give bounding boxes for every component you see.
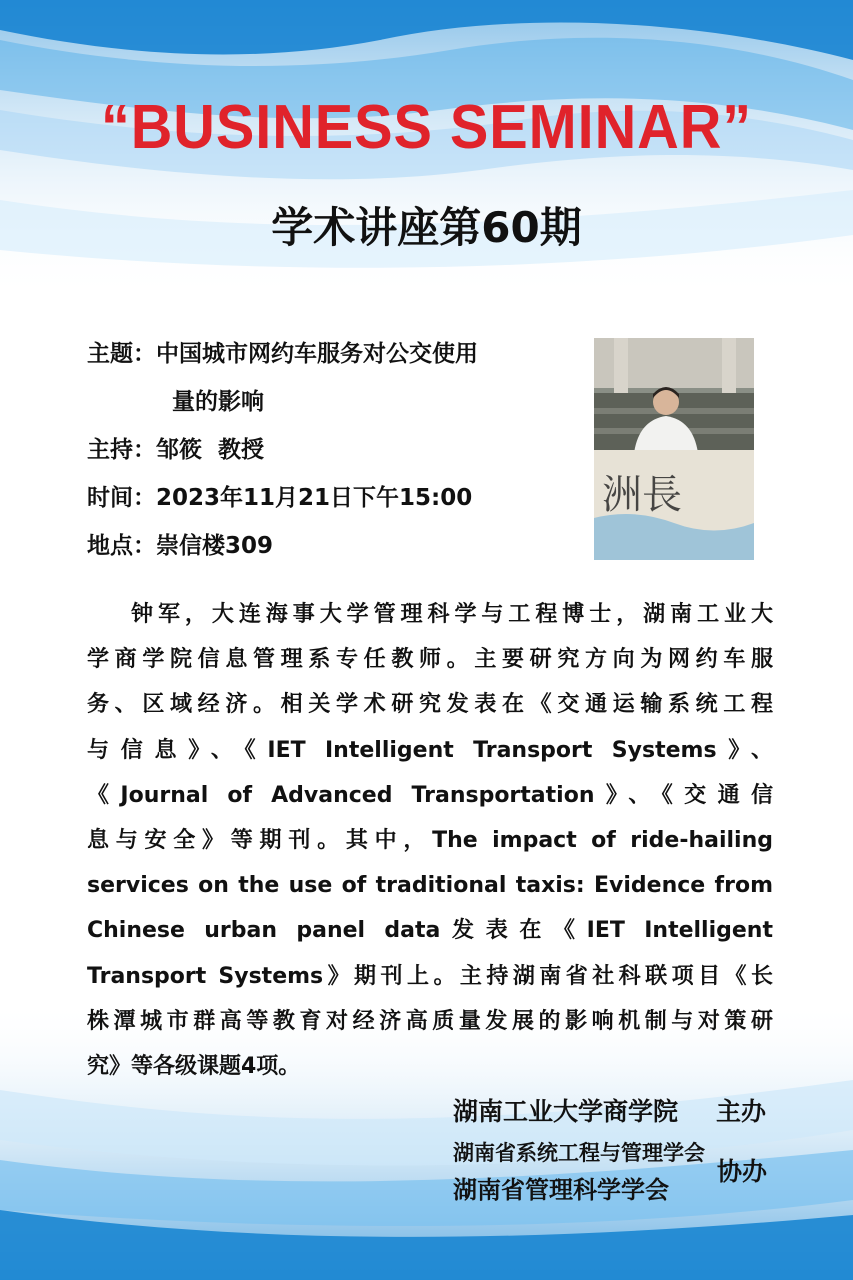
bio-line: 钟军，大连海事大学管理科学与工程博士，湖南工业大 [131, 602, 773, 627]
co-organizer-2: 湖南省管理科学学会 [453, 1175, 669, 1204]
topic-label: 主题： [87, 341, 156, 367]
bio-line: 务、区域经济。相关学术研究发表在《交通运输系统工程 [87, 692, 773, 718]
bio-line: 与信息》、《IET Intelligent Transport Systems》、 [87, 737, 773, 763]
seminar-info [87, 336, 577, 576]
bio-line: Chinese urban panel data发表在《IET Intelligent [87, 918, 773, 944]
speaker-bio [87, 592, 773, 1089]
host-role: 主办 [716, 1097, 767, 1126]
time-label: 时间： [87, 485, 156, 511]
time-value: 2023年11月21日下午15:00 [156, 485, 473, 511]
bio-line: Transport Systems》期刊上。主持湖南省社科联项目《长 [87, 963, 773, 989]
host-label: 主持： [87, 437, 156, 463]
time-row [87, 480, 577, 528]
host-value: 邹筱 教授 [156, 437, 265, 463]
bio-line: services on the use of traditional taxis: Evidence from [87, 873, 773, 899]
seminar-subtitle: 学术讲座第60期 [271, 203, 582, 252]
bio-line: 株潭城市群高等教育对经济高质量发展的影响机制与对策研 [87, 1008, 773, 1034]
speaker-photo [594, 338, 754, 560]
svg-text:洲長: 洲長 [602, 472, 682, 518]
bio-line: 学商学院信息管理系专任教师。主要研究方向为网约车服 [87, 647, 773, 673]
host-row [87, 432, 577, 480]
place-label: 地点： [87, 533, 156, 559]
host-org-name: 湖南工业大学商学院 [453, 1097, 679, 1126]
place-row [87, 528, 577, 576]
topic-value-line1: 中国城市网约车服务对公交使用 [156, 341, 478, 367]
topic-value-line2: 量的影响 [172, 389, 264, 415]
bio-line: 《Journal of Advanced Transportation》、《交通信 [87, 782, 773, 808]
topic-row [87, 336, 577, 384]
host-organizer [453, 1092, 678, 1128]
bio-line: 究》等各级课题4项。 [87, 1053, 301, 1079]
co-organizer-1: 湖南省系统工程与管理学会 [453, 1140, 705, 1165]
seminar-title: “BUSINESS SEMINAR” [100, 93, 753, 162]
place-value: 崇信楼309 [156, 533, 274, 559]
co-role: 协办 [717, 1157, 768, 1186]
bio-line: 息与安全》等期刊。其中，The impact of ride-hailing [87, 827, 773, 853]
topic-row-cont [87, 384, 577, 432]
